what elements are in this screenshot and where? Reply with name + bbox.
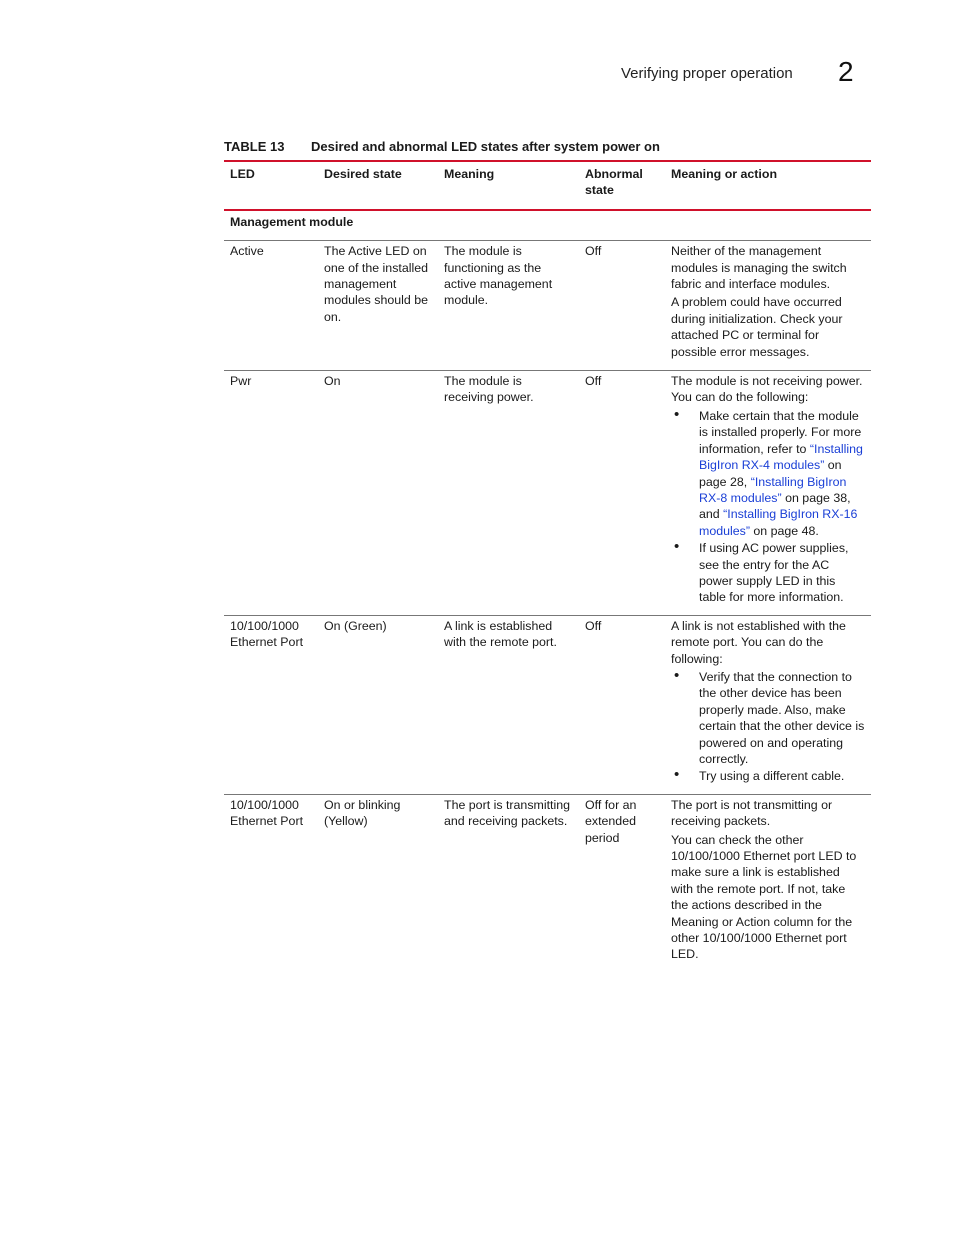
chapter-number: 2 xyxy=(838,56,854,87)
table-header-row xyxy=(224,161,871,210)
bullet-text: If using AC power supplies, see the entry for the AC power supply LED in this table for more information. xyxy=(699,541,849,605)
bullet-icon: • xyxy=(674,538,680,556)
column-header-abnormal-state: Abnormal state xyxy=(579,161,665,210)
action-bullet-item xyxy=(671,666,865,767)
action-paragraph: You can check the other 10/100/1000 Ethernet port LED to make sure a link is established with the remote port. If not, take the actions described in the Meaning or Action column for the other 10/100/1000 Ethernet port LED. xyxy=(671,832,857,962)
running-header xyxy=(0,56,954,96)
table-title: Desired and abnormal LED states after system power on xyxy=(311,139,660,154)
cross-reference-link[interactable]: “Installing BigIron RX-8 modules” xyxy=(699,474,847,505)
cell-meaning-or-action xyxy=(665,241,871,371)
cross-reference-link[interactable]: “Installing BigIron RX-4 modules” xyxy=(699,441,863,473)
table-row xyxy=(224,241,871,371)
action-paragraph: The port is not transmitting or receiving packets. xyxy=(671,797,833,829)
action-bullet-list xyxy=(671,405,865,606)
cell-desired-state: On (Green) xyxy=(318,615,438,794)
cell-led: 10/100/1000 Ethernet Port xyxy=(224,615,318,794)
action-paragraph: A link is not established with the remote port. You can do the following: xyxy=(671,618,846,666)
bullet-text: Try using a different cable. xyxy=(699,769,845,784)
bullet-icon: • xyxy=(674,405,680,423)
cell-abnormal-state: Off xyxy=(585,244,602,259)
bullet-text: Verify that the connection to the other device has been properly made. Also, make certain that the other device is powered on and operating correctly. xyxy=(699,669,865,766)
cell-abnormal-state: Off for an extended period xyxy=(579,794,665,973)
cell-led: Pwr xyxy=(224,371,318,616)
bullet-text: Make certain that the module is installed properly. For more information, refer to xyxy=(699,408,862,456)
table-row xyxy=(224,794,871,973)
column-header-meaning-or-action: Meaning or action xyxy=(665,161,871,210)
bullet-text: on page 48. xyxy=(749,523,819,538)
cell-meaning: A link is established with the remote port. xyxy=(438,615,579,794)
cell-meaning-or-action xyxy=(665,615,871,794)
cell-abnormal-state: Off xyxy=(579,371,665,616)
table-row xyxy=(224,371,871,616)
cell-meaning: The port is transmitting and receiving packets. xyxy=(438,794,579,973)
column-header-meaning: Meaning xyxy=(438,161,579,210)
table-number: TABLE 13 xyxy=(224,139,285,154)
action-bullet-item xyxy=(671,405,865,539)
bullet-text: on page 28, xyxy=(699,458,842,489)
action-bullet-list xyxy=(671,666,865,785)
cell-meaning: The module is functioning as the active management module. xyxy=(444,244,553,308)
cell-led: Active xyxy=(230,244,264,259)
cell-meaning-or-action xyxy=(665,794,871,973)
cell-desired-state: On xyxy=(318,371,438,616)
cell-meaning-or-action xyxy=(665,371,871,616)
action-paragraph: A problem could have occurred during initialization. Check your attached PC or terminal for possible error messages. xyxy=(671,295,843,359)
action-bullet-item xyxy=(671,768,865,784)
bullet-icon: • xyxy=(674,666,680,684)
action-paragraph: Neither of the management modules is managing the switch fabric and interface modules. xyxy=(671,244,847,292)
group-row xyxy=(224,210,871,241)
table-row xyxy=(224,615,871,794)
led-states-table xyxy=(224,160,871,973)
cross-reference-link[interactable]: “Installing BigIron RX-16 modules” xyxy=(699,507,858,538)
group-label: Management module xyxy=(224,210,871,241)
action-bullet-item xyxy=(671,540,865,606)
cell-abnormal-state: Off xyxy=(579,615,665,794)
section-title: Verifying proper operation xyxy=(621,65,793,82)
cell-led: 10/100/1000 Ethernet Port xyxy=(224,794,318,973)
bullet-text: on page 38, and xyxy=(699,490,851,522)
bullet-icon: • xyxy=(674,766,680,784)
action-paragraph: The module is not receiving power. You can do the following: xyxy=(671,374,863,405)
cell-desired-state: On or blinking (Yellow) xyxy=(318,794,438,973)
cell-meaning: The module is receiving power. xyxy=(438,371,579,616)
column-header-led: LED xyxy=(224,161,318,210)
cell-desired-state: The Active LED on one of the installed management modules should be on. xyxy=(324,244,429,324)
column-header-desired-state: Desired state xyxy=(318,161,438,210)
